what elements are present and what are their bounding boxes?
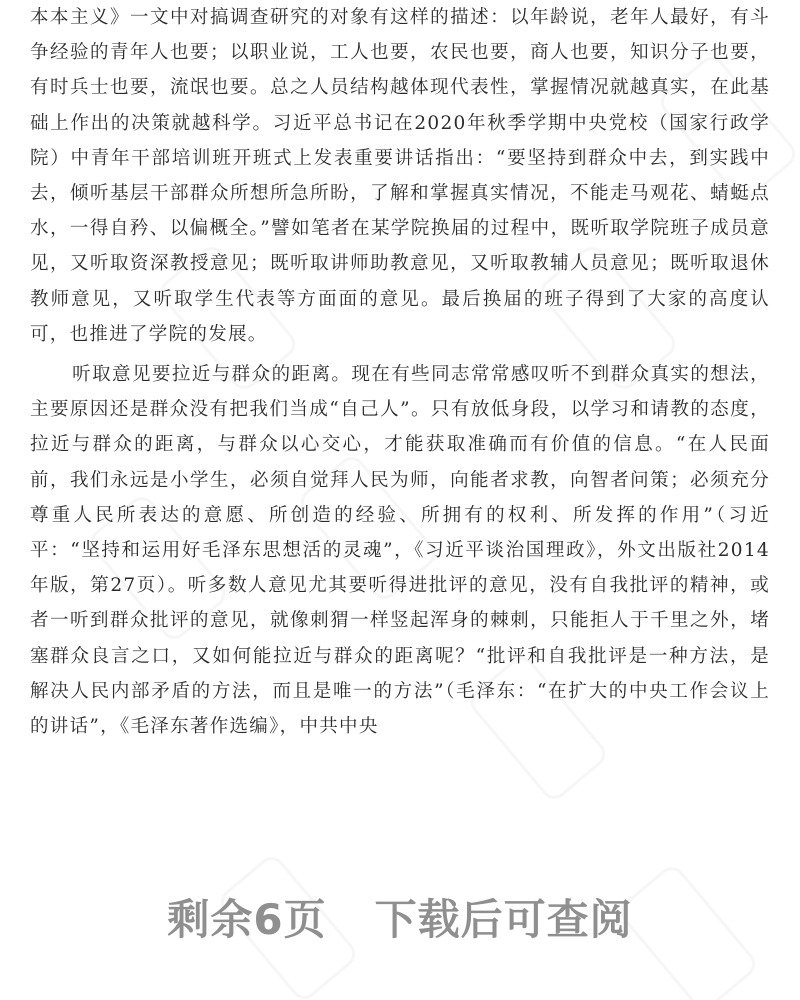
- document-paragraph: [30, 357, 770, 744]
- document-page: [30, 0, 770, 744]
- document-paragraph: 本本主义》一文中对搞调查研究的对象有这样的描述：以年龄说，老年人最好，有斗争经验的青年人也要；以职业说，工人也要，农民也要，商人也要，知识分子也要，有时兵士也要，流氓也要。总之人员结构越体现代表性，掌握情况就越真实，在此基础上作出的决策就越科学。习近平总书记在2020年秋季学期中央党校（国家行政学院）中青年干部培训班开班式上发表重要讲话指出：“要坚持到群众中去，到实践中去，倾听基层干部群众所想所急所盼，了解和掌握真实情况，不能走马观花、蜻蜓点水，一得自矜、以偏概全。”譬如笔者在某学院换届的过程中，既听取学院班子成员意见，又听取资深教授意见；既听取讲师助教意见，又听取教辅人员意见；既听取退休教师意见，又听取学生代表等方面面的意见。最后换届的班子得到了大家的高度认可，也推进了学院的发展。: [30, 7, 770, 345]
- paragraph-text: 听取意见要拉近与群众的距离。现在有些同志常常感叹听不到群众真实的想法，主要原因还是群众没有把我们当成“自己人”。只有放低身段，以学习和请教的态度，拉近与群众的距离，与群众以心交心，才能获取准确而有价值的信息。“在人民面前，我们永远是小学生，必须自觉拜人民为师，向能者求教，向智者问策；必须充分尊重人民所表达的意愿、所创造的经验、所拥有的权利、所发挥的作用”（习近平：“坚持和运用好毛泽东思想活的灵魂”，《习近平谈治国理政》，外文出版社2014年版，第27页）。听多数人意见尤其要听得进批评的意见，没有自我批评的精神，或者一听到群众批评的意见，就像刺猬一样竖起浑身的棘刺，只能拒人于千里之外，堵塞群众良言之口，又如何能拉近与群众的距离呢？“批评和自我批评是一种方法，是解决人民内部矛盾的方法，而且是唯一的方法”（毛泽东：“在扩大的中央工作会议上的讲话”，《毛泽东著作选编》，中共中央: [30, 364, 770, 738]
- remaining-pages-banner[interactable]: [0, 890, 800, 950]
- remaining-pages-label: 剩余6页: [167, 895, 327, 944]
- download-to-view-label: 下载后可查阅: [374, 895, 633, 944]
